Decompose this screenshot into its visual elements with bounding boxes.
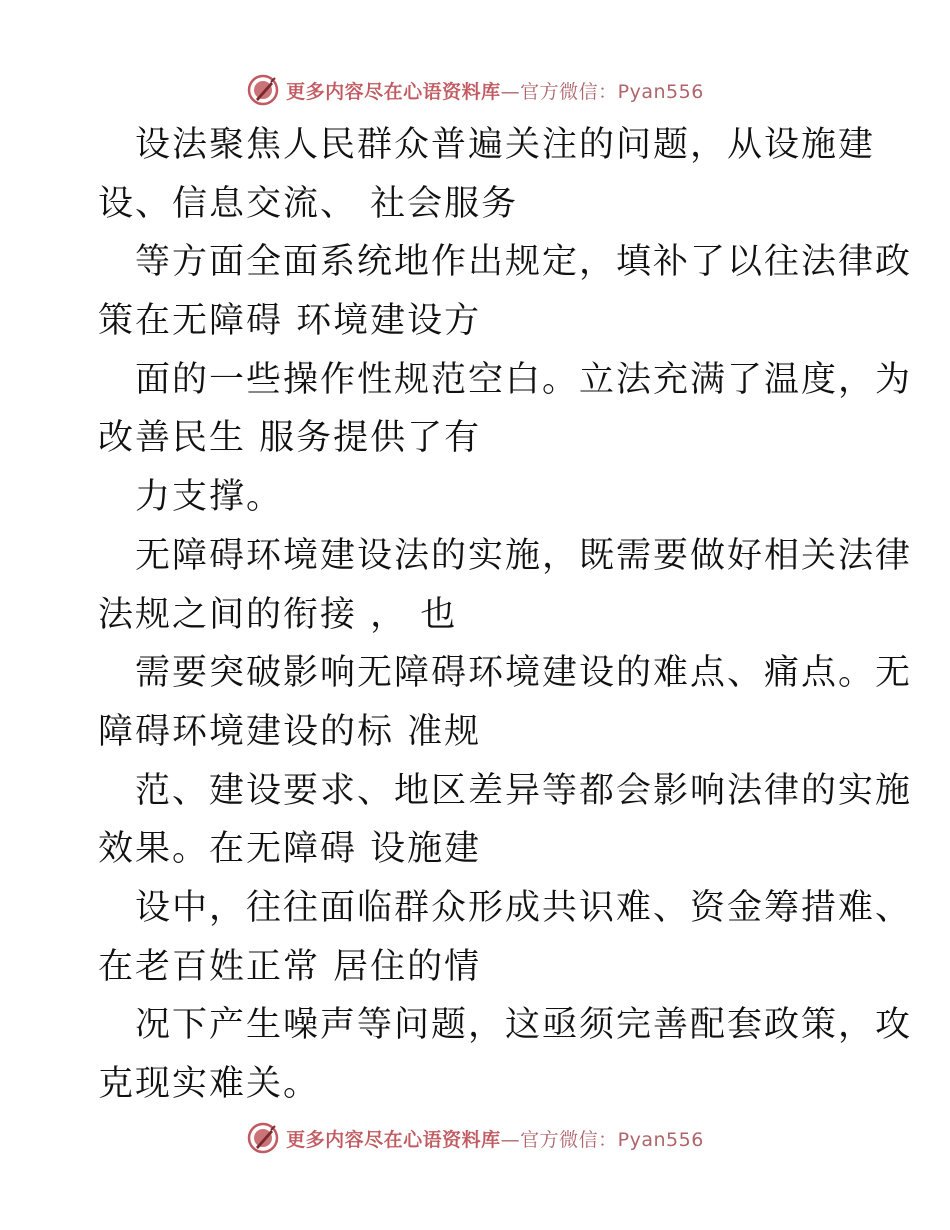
text-line: 设、信息交流、 社会服务 bbox=[98, 183, 519, 224]
text-line: 况下产生噪声等问题，这亟须完善配套政策，攻 bbox=[135, 1005, 913, 1046]
text-line: 策在无障碍 环境建设方 bbox=[98, 301, 482, 342]
header-watermark bbox=[0, 70, 950, 110]
text-line: 面的一些操作性规范空白。立法充满了温度，为 bbox=[135, 359, 913, 400]
text-line: 效果。在无障碍 设施建 bbox=[98, 829, 482, 870]
watermark-text-bold: 更多内容尽在心语资料库 bbox=[286, 1128, 501, 1151]
watermark-text-bold: 更多内容尽在心语资料库 bbox=[286, 80, 501, 103]
text-line: 克现实难关。 bbox=[98, 1064, 321, 1104]
quill-seal-icon bbox=[246, 73, 280, 107]
text-line: 改善民生 服务提供了有 bbox=[98, 418, 482, 459]
footer-watermark bbox=[0, 1118, 950, 1158]
text-line: 需要突破影响无障碍环境建设的难点、痛点。无 bbox=[135, 653, 913, 694]
watermark-text bbox=[286, 77, 704, 104]
watermark-text bbox=[286, 1125, 704, 1152]
quill-seal-icon bbox=[246, 1121, 280, 1155]
text-line: 力支撑。 bbox=[135, 477, 284, 518]
text-line: 在老百姓正常 居住的情 bbox=[98, 946, 482, 987]
watermark-text-rest: —官方微信：Pyan556 bbox=[500, 1128, 704, 1151]
text-line: 范、建设要求、地区差异等都会影响法律的实施 bbox=[135, 770, 913, 811]
document-body bbox=[98, 116, 913, 1114]
text-line: 无障碍环境建设法的实施，既需要做好相关法律 bbox=[135, 535, 913, 576]
watermark-text-rest: —官方微信：Pyan556 bbox=[500, 80, 704, 103]
text-line: 法规之间的衔接 ， 也 bbox=[98, 594, 458, 635]
text-line: 等方面全面系统地作出规定，填补了以往法律政 bbox=[135, 242, 913, 283]
text-line: 设中，往往面临群众形成共识难、资金筹措难、 bbox=[135, 887, 913, 928]
text-line: 设法聚焦人民群众普遍关注的问题，从设施建 bbox=[135, 125, 876, 165]
text-line: 障碍环境建设的标 准规 bbox=[98, 711, 482, 752]
